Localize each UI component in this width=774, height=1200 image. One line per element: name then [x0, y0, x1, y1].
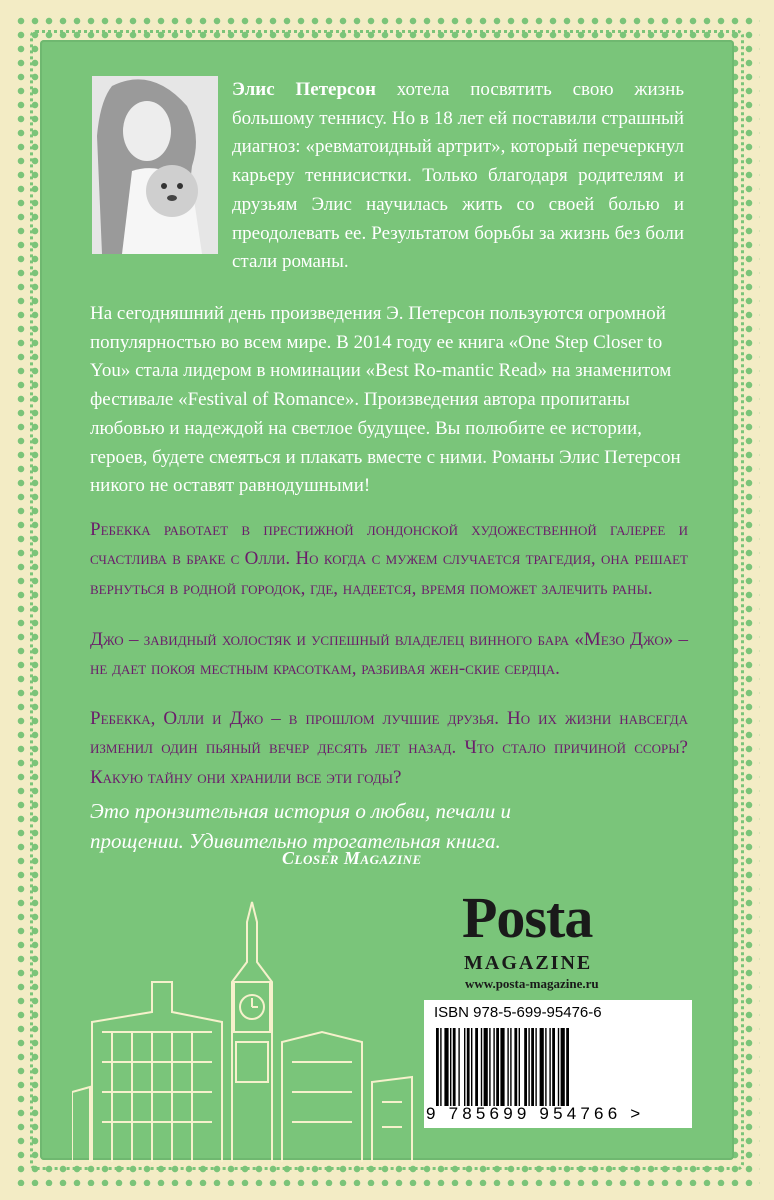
author-bio-text: хотела посвятить свою жизнь большому теннису. Но в 18 лет ей поставили страшный диагноз: «ревматоидный артрит», который перечеркнул карьеру теннисистки. Только благодаря родителям и друзьям Элис научилась жить со своей болью и преодолевать ее. Результатом борьбы за жизнь без боли стали романы. [232, 79, 684, 273]
author-bio [232, 76, 684, 277]
publisher-url: www.posta-magazine.ru [465, 976, 599, 991]
blurb-paragraph-1: Ребекка работает в престижной лондонской художественной галерее и счастлива в браке с Олли. Но когда с мужем случается трагедия, она решает вернуться в родной городок, где, надеется, время поможет залечить раны. [90, 519, 688, 599]
review-source: Closer Magazine [282, 848, 422, 868]
blurb-paragraph-3: Ребекка, Олли и Джо – в прошлом лучшие друзья. Но их жизни навсегда изменил один пьяный вечер десять лет назад. Что стало причиной ссоры? Какую тайну они хранили все эти годы? [90, 708, 688, 788]
about-author: На сегодняшний день произведения Э. Петерсон пользуются огромной популярностью во всем мире. В 2014 году ее книга «One Step Closer to You» стала лидером в номинации «Best Ro-mantic Read» на знаменитом фестивале «Festival of Romance». Произведения автора пропитаны любовью и надеждой на светлое будущее. Вы полюбите ее истории, героев, будете смеяться и плакать вместе с ними. Романы Элис Петерсон никого не оставят равнодушными! [90, 303, 681, 497]
barcode [436, 1028, 682, 1106]
isbn-barcode-box [424, 1000, 692, 1128]
publisher-magazine-label: MAGAZINE [464, 952, 593, 974]
barcode-digits: 9 785699 954766 > [426, 1104, 645, 1123]
isbn-label: ISBN 978-5-699-95476-6 [434, 1004, 602, 1021]
blurb-paragraph-2: Джо – завидный холостяк и успешный владелец винного бара «Мезо Джо» – не дает покоя местным красоткам, разбивая жен-ские сердца. [90, 629, 688, 680]
london-skyline-illustration [72, 862, 432, 1162]
publisher-logo: Posta [462, 885, 593, 950]
review-quote: Это пронзительная история о любви, печали и прощении. Удивительно трогательная книга. [90, 799, 511, 853]
author-photo [92, 76, 218, 254]
author-name: Элис Петерсон [232, 79, 376, 100]
